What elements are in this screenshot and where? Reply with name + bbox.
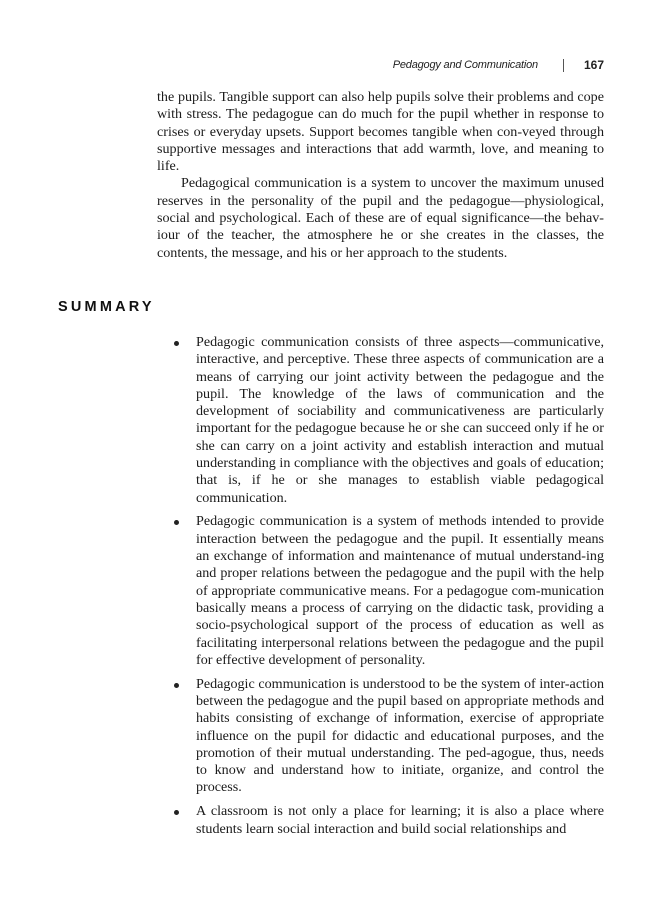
bullet-icon [174,341,179,346]
running-title: Pedagogy and Communication [392,59,538,71]
bullet-text: Pedagogic communication consists of three aspects—communicative, interactive, and perceptive. These three aspects of communication are a means of carrying our joint activity between the pedagogue and the pupil. The knowledge of the laws of communication and the development of sociability and communicativeness are particularly important for the pedagogue because he or she can succeed only if he or she can carry on a joint activity and establish interaction and mutual understanding in compliance with the objectives and goals of education; that is, if he or she manages to establish viable pedagogical communication. [196,334,604,506]
bullet-icon [174,520,179,525]
bullet-item [174,334,604,507]
running-header [393,58,604,72]
bullet-text: Pedagogic communication is understood to be the system of inter-action between the pedagogue and the pupil based on appropriate methods and habits consisting of exchange of information, exercise of appropriate influence on the pupil for didactic and educational purposes, and the promotion of their mutual understanding. The ped-agogue, thus, needs to know and understand how to initiate, organize, and control the process. [196,675,604,796]
header-separator [563,59,564,72]
bullet-item [174,676,604,797]
bullet-icon [174,810,179,815]
page-number: 167 [583,58,604,72]
bullet-item [174,803,604,838]
bullet-icon [174,683,179,688]
paragraph: Pedagogical communication is a system to uncover the maximum unused reserves in the personality of the pupil and the pedagogue—physiological, social and psychological. Each of these are of equal significance—the behav-iour of the teacher, the atmosphere he or she creates in the classes, the contents, the message, and his or her approach to the students. [157,175,604,261]
section-heading-summary: SUMMARY [58,299,155,315]
bullet-text: A classroom is not only a place for learning; it is also a place where students learn social interaction and build social relationships and [196,803,604,837]
body-text [157,89,604,262]
bullet-text: Pedagogic communication is a system of methods intended to provide interaction between the pedagogue and the pupil. It essentially means an exchange of information and maintenance of mutual understand-ing and proper relations between the pedagogue and the pupil with the help of appropriate communicative means. For a pedagogue com-munication basically means a process of carrying on the didactic task, providing a socio-psychological support of the process of education as well as facilitating interpersonal relations between the pedagogue and the pupil for effective development of personality. [196,513,604,668]
paragraph: the pupils. Tangible support can also help pupils solve their problems and cope with stress. The pedagogue can do much for the pupil whether in response to crises or everyday upsets. Support becomes tangible when con-veyed through supportive messages and interactions that add warmth, love, and meaning to life. [157,89,604,175]
bullet-item [174,513,604,669]
summary-bullet-list [174,334,604,844]
